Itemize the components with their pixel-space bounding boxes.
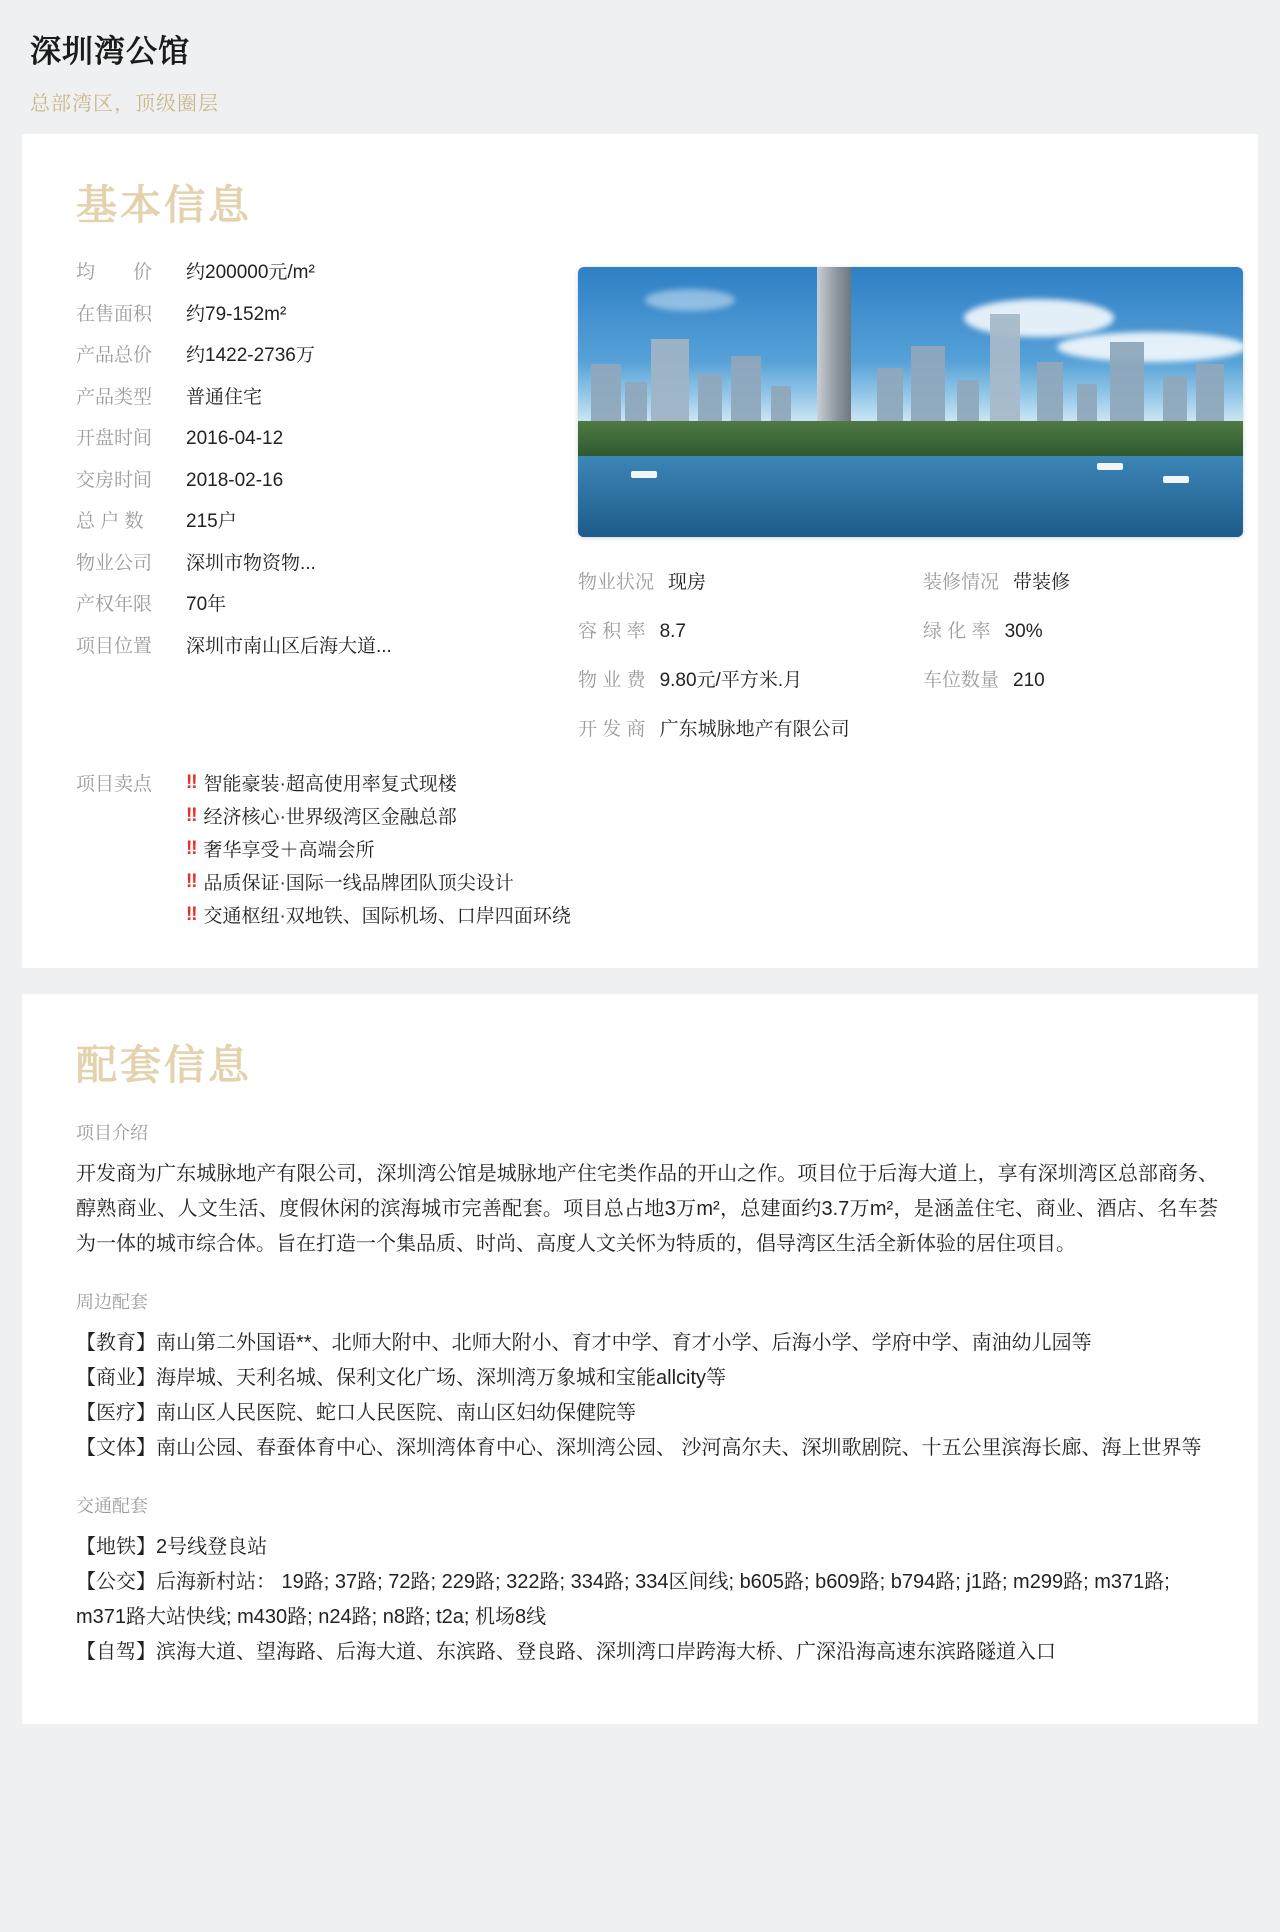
field-value: 2018-02-16 — [186, 469, 284, 491]
exclamation-icon: ‼ — [186, 804, 196, 826]
page-title: 深圳湾公馆 — [30, 34, 190, 69]
field-label: 产品类型 — [76, 386, 153, 408]
sellpoint-text: 奢华享受＋高端会所 — [203, 840, 375, 861]
pair-label: 绿 化 率 — [923, 621, 991, 642]
traffic-line: 【自驾】滨海大道、望海路、后海大道、东滨路、登良路、深圳湾口岸跨海大桥、广深沿海高速东滨路隧道入口 — [76, 1641, 1056, 1663]
field-value: 约79-152m² — [186, 303, 287, 325]
field-row — [76, 591, 572, 620]
basic-info-right — [572, 259, 1243, 763]
field-label: 总 户 数 — [76, 511, 144, 532]
field-label: 物业公司 — [76, 552, 153, 574]
field-label: 开盘时间 — [76, 428, 153, 449]
field-row — [76, 467, 572, 496]
pair-label: 物业状况 — [578, 572, 655, 593]
field-label: 交房时间 — [76, 469, 153, 491]
pair-value: 广东城脉地产有限公司 — [659, 719, 850, 740]
info-pair — [923, 567, 1173, 594]
around-label: 周边配套 — [76, 1292, 148, 1312]
field-value: 215户 — [186, 511, 237, 532]
intro-label: 项目介绍 — [76, 1123, 148, 1143]
field-value: 70年 — [186, 594, 227, 615]
field-label: 产权年限 — [76, 594, 153, 615]
info-pair — [578, 714, 1243, 741]
support-info-card — [22, 994, 1258, 1724]
field-label: 在售面积 — [76, 303, 153, 325]
field-row — [76, 301, 572, 330]
support-info-title: 配套信息 — [76, 1042, 252, 1088]
around-line: 【教育】南山第二外国语**、北师大附中、北师大附小、育才中学、育才小学、后海小学、学府中学、南油幼儿园等 — [76, 1332, 1092, 1354]
page-header — [0, 0, 1280, 134]
pair-label: 开 发 商 — [578, 719, 646, 740]
exclamation-icon: ‼ — [186, 837, 196, 859]
field-row — [76, 384, 572, 413]
info-pair — [578, 616, 828, 643]
traffic-line: 【地铁】2号线登良站 — [76, 1536, 268, 1558]
pair-label: 装修情况 — [923, 572, 1000, 593]
around-line: 【文体】南山公园、春蚕体育中心、深圳湾体育中心、深圳湾公园、 沙河高尔夫、深圳歌剧院、十五公里滨海长廊、海上世界等 — [76, 1437, 1202, 1459]
pair-label: 容 积 率 — [578, 621, 646, 642]
exclamation-icon: ‼ — [186, 903, 196, 925]
sellpoint-text: 交通枢纽·双地铁、国际机场、口岸四面环绕 — [203, 906, 571, 927]
basic-info-pairs — [578, 539, 1243, 763]
pair-value: 现房 — [668, 572, 707, 593]
basic-info-fields — [52, 259, 572, 674]
field-row — [76, 508, 572, 537]
traffic-label: 交通配套 — [76, 1496, 148, 1516]
field-label: 均 价 — [76, 262, 153, 283]
info-pair — [578, 665, 828, 692]
list-item — [186, 901, 571, 928]
pair-label: 物 业 费 — [578, 670, 646, 691]
field-row — [76, 633, 572, 662]
sellpoints-section — [52, 769, 1228, 934]
field-value: 约200000元/m² — [186, 262, 315, 283]
pair-value: 8.7 — [659, 621, 686, 642]
field-value: 深圳市物资物... — [186, 552, 316, 574]
sellpoints-label: 项目卖点 — [76, 774, 153, 795]
list-item — [186, 769, 571, 796]
basic-info-body — [52, 259, 1228, 763]
field-row — [76, 425, 572, 454]
sellpoint-text: 品质保证·国际一线品牌团队顶尖设计 — [203, 873, 514, 894]
info-pair — [923, 665, 1173, 692]
field-row — [76, 342, 572, 371]
field-label: 产品总价 — [76, 345, 153, 366]
pair-value: 210 — [1013, 670, 1045, 691]
pair-value: 9.80元/平方米.月 — [659, 670, 803, 691]
pair-value: 带装修 — [1013, 572, 1071, 593]
basic-info-card — [22, 134, 1258, 968]
sellpoint-text: 经济核心·世界级湾区金融总部 — [203, 807, 457, 828]
exclamation-icon: ‼ — [186, 870, 196, 892]
sellpoints-list — [186, 769, 571, 934]
field-value: 深圳市南山区后海大道... — [186, 635, 392, 657]
field-value: 2016-04-12 — [186, 428, 284, 449]
basic-info-title: 基本信息 — [76, 182, 252, 228]
exclamation-icon: ‼ — [186, 771, 196, 793]
traffic-line: 【公交】后海新村站： 19路; 37路; 72路; 229路; 322路; 334路; 334区间线; b605路; b609路; b794路; j1路; m299路; m371路; m371路大站快线; m430路; n24路; n8路; t2a; 机场8线 — [76, 1571, 1170, 1628]
field-value: 约1422-2736万 — [186, 345, 315, 366]
pair-value: 30% — [1004, 621, 1043, 642]
field-row — [76, 550, 572, 579]
info-pair — [923, 616, 1173, 643]
list-item — [186, 802, 571, 829]
page-subtitle: 总部湾区，顶级圈层 — [30, 93, 219, 115]
pair-label: 车位数量 — [923, 670, 1000, 691]
intro-text: 开发商为广东城脉地产有限公司，深圳湾公馆是城脉地产住宅类作品的开山之作。项目位于后海大道上，享有深圳湾区总部商务、醇熟商业、人文生活、度假休闲的滨海城市完善配套。项目总占地3万m²，总建面约3.7万m²，是涵盖住宅、商业、酒店、名车荟为一体的城市综合体。旨在打造一个集品质、时尚、高度人文关怀为特质的，倡导湾区生活全新体验的居住项目。 — [76, 1163, 1218, 1255]
info-pair — [578, 567, 828, 594]
field-label: 项目位置 — [76, 635, 153, 657]
around-line: 【商业】海岸城、天利名城、保利文化广场、深圳湾万象城和宝能allcity等 — [76, 1367, 727, 1389]
project-hero-image — [578, 267, 1243, 537]
field-row — [76, 259, 572, 288]
list-item — [186, 868, 571, 895]
card-bottom-spacer — [52, 1670, 1228, 1690]
around-line: 【医疗】南山区人民医院、蛇口人民医院、南山区妇幼保健院等 — [76, 1402, 636, 1424]
sellpoint-text: 智能豪装·超高使用率复式现楼 — [203, 774, 457, 795]
field-value: 普通住宅 — [186, 386, 263, 408]
list-item — [186, 835, 571, 862]
